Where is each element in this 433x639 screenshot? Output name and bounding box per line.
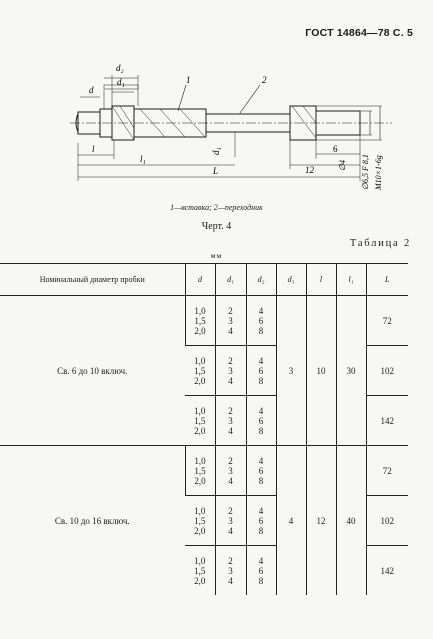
- units-label: мм: [210, 251, 223, 260]
- cell-d1: 2: [228, 455, 233, 466]
- cell-d2: 6: [258, 465, 264, 476]
- cell-d: 1,0: [194, 455, 206, 466]
- header-d1: d₁: [215, 264, 246, 296]
- group-label: Св. 10 до 16 включ.: [54, 515, 130, 526]
- dim-fit: ∅6,5 F 8,1: [361, 154, 370, 190]
- table-row: [0, 446, 408, 496]
- cell-d: 1,0: [194, 355, 206, 366]
- drawing-caption: Черт. 4: [201, 221, 232, 232]
- table-header-row: [0, 264, 408, 296]
- page-header: ГОСТ 14864—78 С. 5: [305, 27, 413, 39]
- dim-d: d: [89, 85, 94, 95]
- cell-d: 1,5: [194, 365, 206, 376]
- dim-l: l: [92, 144, 95, 154]
- drawing-legend: 1—вставка; 2—переходник: [170, 203, 263, 212]
- cell-l1: 30: [336, 296, 366, 446]
- cell-d: 1,0: [194, 555, 206, 566]
- cell-d1: 2: [228, 555, 233, 566]
- dim-L: L: [213, 166, 219, 176]
- cell-d1: 2: [228, 405, 233, 416]
- header-L: L: [366, 264, 408, 296]
- cell-d2: 8: [258, 475, 264, 486]
- cell-d: 1,5: [194, 465, 206, 476]
- cell-d3: 4: [276, 446, 306, 596]
- cell-d: 1,5: [194, 515, 206, 526]
- cell-d: 1,5: [194, 315, 206, 326]
- cell-d: 2,0: [194, 425, 206, 436]
- cell-d2: 8: [258, 575, 264, 586]
- cell-d: 2,0: [194, 475, 206, 486]
- cell-d1: 4: [228, 375, 233, 386]
- cell-d2: 8: [258, 375, 264, 386]
- cell-l: 12: [306, 446, 336, 596]
- dim-d2: d₂: [116, 63, 124, 73]
- header-d2: d₂: [246, 264, 276, 296]
- cell-d: 1,0: [194, 505, 206, 516]
- group-label: Св. 6 до 10 включ.: [0, 296, 185, 446]
- cell-d: 1,0: [194, 405, 206, 416]
- cell-d: 2,0: [194, 525, 206, 536]
- cell-d1: 4: [228, 425, 233, 436]
- cell-d2: 4: [258, 405, 264, 416]
- cell-d: 1,5: [194, 565, 206, 576]
- cell-d1: 4: [228, 325, 233, 336]
- cell-d1: 4: [228, 575, 233, 586]
- cell-d: 2,0: [194, 375, 206, 386]
- dim-d1-top: d₁: [117, 77, 125, 87]
- cell-d: 1,0: [194, 305, 206, 316]
- cell-d1: 3: [228, 365, 233, 376]
- cell-d1: 3: [228, 515, 233, 526]
- cell-d1: 3: [228, 415, 233, 426]
- dim-d1-bottom: d₁: [211, 147, 221, 155]
- cell-d1: 4: [228, 475, 233, 486]
- cell-l: 10: [306, 296, 336, 446]
- cell-d1: 3: [228, 565, 233, 576]
- header-d: d: [185, 264, 215, 296]
- cell-d2: 4: [258, 505, 264, 516]
- cell-L: 102: [366, 496, 408, 546]
- dim-thread: M10×1-6g: [374, 155, 383, 190]
- cell-d1: 4: [228, 525, 233, 536]
- header-nominal: Номинальный диаметр пробки: [0, 264, 185, 296]
- cell-d1: 3: [228, 315, 233, 326]
- cell-d2: 6: [258, 365, 264, 376]
- cell-L: 142: [366, 396, 408, 446]
- dim-twelve: 12: [305, 165, 314, 175]
- cell-d1: 2: [228, 355, 233, 366]
- cell-d2: 4: [258, 455, 264, 466]
- cell-L: 102: [366, 346, 408, 396]
- cell-d3: 3: [276, 296, 306, 446]
- cell-d1: 2: [228, 505, 233, 516]
- cell-d2: 8: [258, 525, 264, 536]
- cell-d2: 4: [258, 555, 264, 566]
- cell-L: 142: [366, 546, 408, 596]
- dimensions-table: [0, 263, 408, 595]
- cell-d1: 2: [228, 305, 233, 316]
- cell-d2: 8: [258, 425, 264, 436]
- cell-d2: 4: [258, 355, 264, 366]
- cell-d: 2,0: [194, 575, 206, 586]
- dim-l1: l₁: [140, 154, 146, 164]
- cell-d: 2,0: [194, 325, 206, 336]
- table-row: [0, 296, 408, 346]
- header-l1: l₁: [336, 264, 366, 296]
- header-l: l: [306, 264, 336, 296]
- cell-L: 72: [366, 446, 408, 496]
- callout-2: 2: [262, 75, 267, 85]
- cell-d2: 6: [258, 565, 264, 576]
- cell-l1: 40: [336, 446, 366, 596]
- cell-d2: 6: [258, 415, 264, 426]
- dim-d4: ∅4: [338, 160, 347, 171]
- cell-d2: 6: [258, 315, 264, 326]
- cell-d1: 3: [228, 465, 233, 476]
- cell-d: 1,5: [194, 415, 206, 426]
- cell-L: 72: [366, 296, 408, 346]
- technical-drawing: [0, 55, 433, 205]
- cell-d2: 6: [258, 515, 264, 526]
- callout-1: 1: [186, 75, 191, 85]
- header-d3: d₃: [276, 264, 306, 296]
- table-title: Таблица 2: [349, 238, 411, 249]
- cell-d2: 4: [258, 305, 264, 316]
- cell-d2: 8: [258, 325, 264, 336]
- dim-six: 6: [333, 144, 338, 154]
